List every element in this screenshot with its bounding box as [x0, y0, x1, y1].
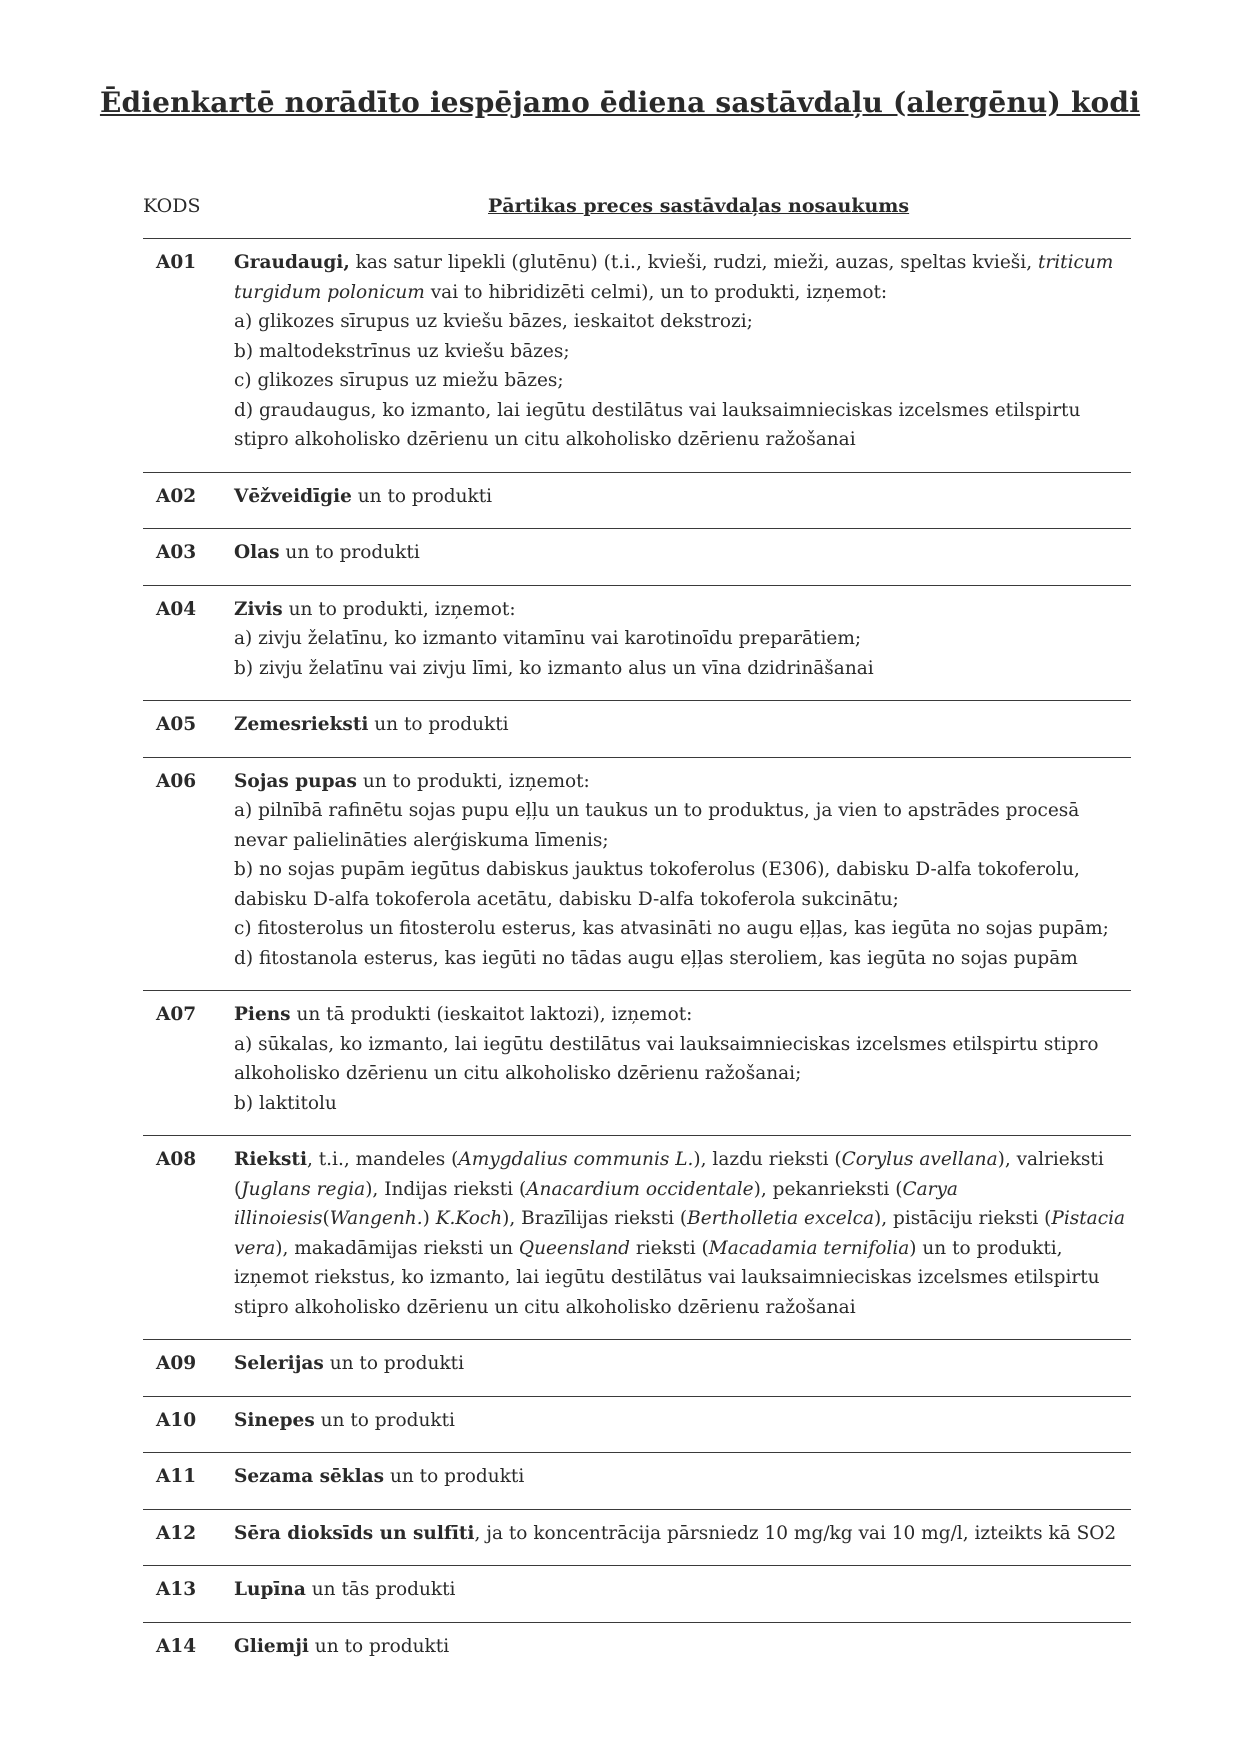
allergen-description	[234, 248, 1131, 455]
allergen-description	[234, 538, 1131, 568]
text-segment: dabisku D-alfa tokoferola acetātu, dabisku D-alfa tokoferola sukcinātu;	[234, 888, 899, 910]
description-line	[234, 654, 1131, 684]
description-line	[234, 624, 1131, 654]
column-header-kods: KODS	[143, 195, 201, 217]
description-line	[234, 366, 1131, 396]
description-line	[234, 767, 1131, 797]
text-segment: stipro alkoholisko dzērienu un citu alkoholisko dzērienu ražošanai	[234, 1296, 856, 1318]
latin-name: Wangenh.	[329, 1208, 423, 1229]
allergen-code: A12	[156, 1522, 197, 1544]
text-segment: , ja to koncentrācija pārsniedz 10 mg/kg vai 10 mg/l, izteikts kā SO2	[474, 1522, 1117, 1544]
allergen-description	[234, 1575, 1131, 1605]
text-segment: )	[422, 1208, 436, 1229]
latin-name: Carya	[902, 1178, 958, 1200]
text-segment: un to produkti, izņemot:	[356, 770, 590, 792]
text-segment: ), valrieksti	[997, 1149, 1104, 1170]
description-line	[234, 796, 1131, 826]
latin-name: turgidum polonicum	[234, 281, 425, 303]
text-segment: , t.i., mandeles (	[306, 1149, 459, 1170]
description-line	[234, 855, 1131, 885]
text-segment: un to produkti	[384, 1466, 525, 1487]
description-line	[234, 914, 1131, 944]
allergen-code: A14	[156, 1635, 197, 1657]
text-segment: ) un to produkti,	[909, 1237, 1063, 1259]
description-line	[234, 1030, 1131, 1060]
description-line	[234, 248, 1131, 278]
description-line	[234, 1000, 1131, 1030]
description-line	[234, 1462, 1131, 1492]
latin-name: illinoiesis	[234, 1208, 323, 1229]
description-line	[234, 826, 1131, 856]
text-segment: c) glikozes sīrupus uz miežu bāzes;	[234, 370, 564, 391]
allergen-code: A01	[156, 252, 197, 273]
allergen-description	[234, 1145, 1131, 1322]
allergen-description	[234, 482, 1131, 512]
allergen-code: A05	[156, 714, 197, 735]
text-segment: ), lazdu rieksti (	[693, 1149, 842, 1170]
allergen-code: A08	[156, 1149, 197, 1170]
text-segment: d) graudaugus, ko izmanto, lai iegūtu destilātus vai lauksaimnieciskas izcelsmes etilspirtu	[234, 399, 1081, 421]
description-line	[234, 1204, 1131, 1234]
allergen-description	[234, 710, 1131, 740]
column-header-name: Pārtikas preces sastāvdaļas nosaukums	[488, 195, 910, 217]
text-segment: nevar palielināties alerģiskuma līmenis;	[234, 829, 609, 851]
text-segment: d) fitostanola esterus, kas iegūti no tādas augu eļļas steroliem, kas iegūta no sojas pupām	[234, 947, 1078, 969]
page-title: Ēdienkartē norādīto iespējamo ēdiena sastāvdaļu (alergēnu) kodi	[99, 86, 1141, 119]
latin-name: K.Koch	[435, 1208, 503, 1229]
text-segment: c) fitosterolus un fitosterolu esterus, kas atvasināti no augu eļļas, kas iegūta no sojas pupām;	[234, 918, 1109, 939]
table-row	[143, 472, 1131, 529]
text-segment: a) pilnībā rafinētu sojas pupu eļļu un taukus un to produktus, ja vien to apstrādes procesā	[234, 800, 1080, 821]
latin-name: Queensland	[518, 1237, 630, 1259]
description-line	[234, 1406, 1131, 1436]
allergen-name: Zemesrieksti	[234, 714, 369, 735]
text-segment: rieksti (	[630, 1237, 709, 1259]
text-segment: ), makadāmijas rieksti un	[275, 1237, 519, 1259]
allergen-code: A13	[156, 1579, 197, 1600]
allergen-name: Olas	[234, 542, 280, 563]
latin-name: Anacardium occidentale	[526, 1178, 754, 1200]
text-segment: b) laktitolu	[234, 1092, 337, 1114]
allergen-description	[234, 767, 1131, 974]
allergen-description	[234, 1000, 1131, 1118]
allergen-name: Lupīna	[234, 1579, 306, 1600]
allergen-table	[143, 238, 1131, 1678]
latin-name: Juglans regia	[241, 1178, 366, 1200]
table-row	[143, 1622, 1131, 1679]
description-line	[234, 307, 1131, 337]
allergen-code: A09	[156, 1353, 197, 1374]
description-line	[234, 595, 1131, 625]
description-line	[234, 885, 1131, 915]
description-line	[234, 337, 1131, 367]
allergen-description	[234, 1462, 1131, 1492]
description-line	[234, 425, 1131, 455]
table-row	[143, 1509, 1131, 1566]
latin-name: Bertholletia excelca	[687, 1208, 875, 1229]
allergen-name: Sojas pupas	[234, 770, 357, 792]
description-line	[234, 1632, 1131, 1662]
latin-name: Amygdalius communis L.	[458, 1149, 694, 1170]
description-line	[234, 1349, 1131, 1379]
allergen-description	[234, 1519, 1131, 1549]
text-segment: un to produkti	[351, 485, 493, 507]
allergen-code: A11	[156, 1466, 197, 1487]
allergen-name: Piens	[234, 1004, 291, 1025]
table-row	[143, 585, 1131, 701]
latin-name: Pistacia	[1051, 1208, 1126, 1229]
table-row	[143, 1135, 1131, 1339]
description-line	[234, 1089, 1131, 1119]
text-segment: un to produkti	[314, 1409, 455, 1431]
allergen-name: Sinepes	[234, 1409, 315, 1431]
allergen-name: Sēra dioksīds un sulfīti	[234, 1522, 475, 1544]
description-line	[234, 1059, 1131, 1089]
allergen-code: A07	[156, 1004, 197, 1025]
allergen-description	[234, 595, 1131, 684]
text-segment: izņemot riekstus, ko izmanto, lai iegūtu destilātus vai lauksaimnieciskas izcelsmes etilspirtu	[234, 1267, 1100, 1288]
description-line	[234, 710, 1131, 740]
description-line	[234, 944, 1131, 974]
allergen-name: Vēžveidīgie	[234, 485, 352, 507]
text-segment: alkoholisko dzērienu un citu alkoholisko dzērienu ražošanai;	[234, 1063, 802, 1084]
allergen-code: A06	[156, 770, 197, 792]
text-segment: un to produkti	[323, 1353, 464, 1374]
description-line	[234, 1175, 1131, 1205]
text-segment: un tās produkti	[305, 1579, 456, 1600]
text-segment: ), Indijas rieksti (	[365, 1178, 527, 1200]
text-segment: ), pistāciju rieksti (	[874, 1208, 1052, 1229]
allergen-description	[234, 1406, 1131, 1436]
allergen-name: Rieksti	[234, 1149, 307, 1170]
allergen-description	[234, 1349, 1131, 1379]
description-line	[234, 1575, 1131, 1605]
text-segment: vai to hibridizēti celmi), un to produkti, izņemot:	[424, 281, 888, 303]
table-row	[143, 1339, 1131, 1396]
allergen-code: A03	[156, 542, 197, 563]
text-segment: ), Brazīlijas rieksti (	[502, 1208, 688, 1229]
latin-name: Corylus avellana	[841, 1149, 998, 1170]
text-segment: a) glikozes sīrupus uz kviešu bāzes, ieskaitot dekstrozi;	[234, 311, 753, 332]
allergen-name: Selerijas	[234, 1353, 324, 1374]
text-segment: b) maltodekstrīnus uz kviešu bāzes;	[234, 340, 570, 362]
table-row	[143, 1396, 1131, 1453]
description-line	[234, 1263, 1131, 1293]
table-row	[143, 1565, 1131, 1622]
table-row	[143, 528, 1131, 585]
text-segment: un to produkti, izņemot:	[282, 598, 516, 620]
description-line	[234, 1145, 1131, 1175]
text-segment: un to produkti	[368, 714, 509, 735]
text-segment: stipro alkoholisko dzērienu un citu alkoholisko dzērienu ražošanai	[234, 429, 856, 450]
allergen-code: A02	[156, 485, 197, 507]
allergen-description	[234, 1632, 1131, 1662]
text-segment: (	[234, 1178, 242, 1200]
latin-name: Macadamia ternifolia	[708, 1237, 910, 1259]
allergen-code: A04	[156, 598, 197, 620]
text-segment: ), pekanrieksti (	[753, 1178, 903, 1200]
text-segment: (	[322, 1208, 330, 1229]
description-line	[234, 278, 1131, 308]
text-segment: b) no sojas pupām iegūtus dabiskus jauktus tokoferolus (E306), dabisku D-alfa tokoferolu,	[234, 859, 1080, 880]
text-segment: un to produkti	[308, 1635, 450, 1657]
description-line	[234, 1234, 1131, 1264]
text-segment: kas satur lipekli (glutēnu) (t.i., kvieši, rudzi, mieži, auzas, speltas kvieši,	[349, 252, 1038, 273]
table-row	[143, 757, 1131, 991]
latin-name: triticum	[1037, 252, 1114, 273]
text-segment: un to produkti	[279, 542, 420, 563]
table-row	[143, 700, 1131, 757]
description-line	[234, 538, 1131, 568]
latin-name: vera	[234, 1237, 276, 1259]
allergen-name: Sezama sēklas	[234, 1466, 385, 1487]
description-line	[234, 1293, 1131, 1323]
description-line	[234, 396, 1131, 426]
text-segment: b) zivju želatīnu vai zivju līmi, ko izmanto alus un vīna dzidrināšanai	[234, 657, 874, 679]
allergen-name: Graudaugi,	[234, 252, 350, 273]
description-line	[234, 482, 1131, 512]
allergen-name: Zivis	[234, 598, 283, 620]
table-row	[143, 990, 1131, 1135]
table-row	[143, 238, 1131, 472]
text-segment: a) sūkalas, ko izmanto, lai iegūtu destilātus vai lauksaimnieciskas izcelsmes etilspirtu stipro	[234, 1033, 1099, 1055]
allergen-code: A10	[156, 1409, 197, 1431]
description-line	[234, 1519, 1131, 1549]
text-segment: un tā produkti (ieskaitot laktozi), izņemot:	[290, 1004, 693, 1025]
table-row	[143, 1452, 1131, 1509]
text-segment: a) zivju želatīnu, ko izmanto vitamīnu vai karotinoīdu preparātiem;	[234, 628, 862, 649]
allergen-name: Gliemji	[234, 1635, 309, 1657]
